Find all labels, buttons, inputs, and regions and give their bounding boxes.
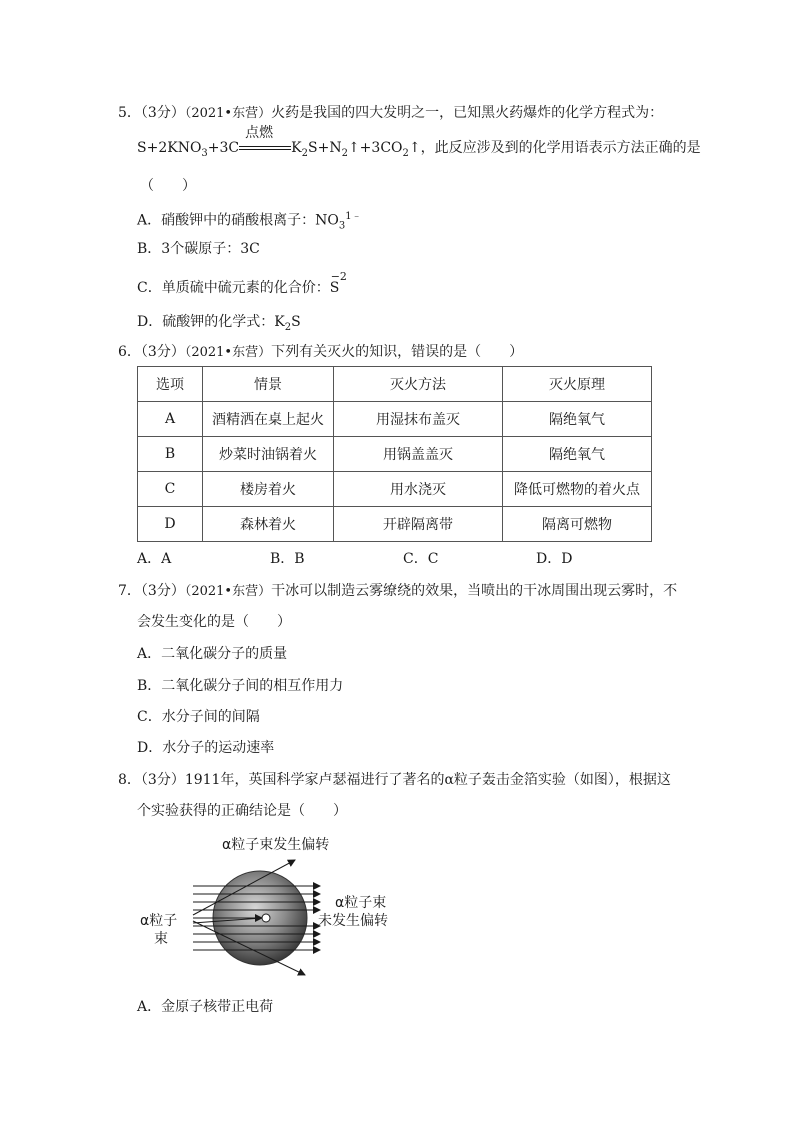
q5-option-c[interactable]: C．单质硫中硫元素的化合价： −2 S: [137, 270, 347, 296]
table-cell: 炒菜时油锅着火: [203, 437, 334, 472]
figure-label-undeflected-2: 未发生偏转: [318, 913, 388, 929]
q7-text: 干冰可以制造云雾缭绕的效果，当喷出的干冰周围出现云雾时，不: [271, 583, 678, 599]
figure-label-undeflected-1: α粒子束: [335, 895, 387, 911]
q7-option-c[interactable]: C．水分子间的间隔: [137, 709, 260, 725]
q7-number: 7．（3分）: [118, 583, 185, 599]
q5-option-a[interactable]: A．硝酸钾中的硝酸根离子：$NO_3^{1﹣}$: [137, 211, 362, 232]
table-cell: 隔绝氧气: [503, 437, 652, 472]
table-cell: 隔绝氧气: [503, 402, 652, 437]
q6-option-c[interactable]: C．C: [403, 551, 439, 567]
q5-stem: [118, 103, 663, 124]
reaction-condition: 点燃: [245, 125, 274, 141]
q5-source: （2021•东营）: [184, 106, 272, 121]
table-cell: B: [138, 437, 203, 472]
q7-option-a[interactable]: A．二氧化碳分子的质量: [137, 646, 288, 662]
figure-label-beam-1: α粒子: [140, 913, 178, 929]
q5-equation: $S+2KNO_3+3C$ 点燃 $K_2S+N_2↑+3CO_2↑$，此反应涉及到的化学用语表示方法正确的是: [137, 125, 701, 159]
q8-stem-line2: 个实验获得的正确结论是（ ）: [137, 803, 347, 819]
rutherford-gold-foil-figure: [130, 830, 410, 990]
q7-stem-line1: [118, 581, 677, 602]
q5-answer-paren: （ ）: [140, 178, 196, 194]
q5-number: 5．（3分）: [118, 105, 185, 121]
table-cell: 降低可燃物的着火点: [503, 472, 652, 507]
q6-option-d[interactable]: D．D: [536, 551, 573, 567]
q6-stem: [118, 342, 523, 363]
table-cell: 楼房着火: [203, 472, 334, 507]
valence-notation: −2 S: [329, 270, 347, 296]
reaction-condition-arrow: [239, 125, 291, 158]
q8-option-a[interactable]: A．金原子核带正电荷: [137, 999, 274, 1015]
table-header: 灭火原理: [503, 367, 652, 402]
table-cell: 隔离可燃物: [503, 507, 652, 542]
table-row: [138, 437, 652, 472]
q6-options: [137, 549, 669, 569]
table-cell: 开辟隔离带: [334, 507, 503, 542]
table-header: 灭火方法: [334, 367, 503, 402]
table-header-row: [138, 367, 652, 402]
table-row: [138, 402, 652, 437]
table-cell: 酒精洒在桌上起火: [203, 402, 334, 437]
table-cell: 用锅盖盖灭: [334, 437, 503, 472]
q6-option-a[interactable]: A．A: [137, 551, 172, 567]
table-cell: D: [138, 507, 203, 542]
table-cell: 森林着火: [203, 507, 334, 542]
table-header: 选项: [138, 367, 203, 402]
figure-label-deflected: α粒子束发生偏转: [222, 837, 330, 853]
table-cell: 用水浇灭: [334, 472, 503, 507]
q5-option-b[interactable]: B．3个碳原子：3C: [137, 241, 260, 257]
q7-source: （2021•东营）: [184, 584, 272, 599]
table-header: 情景: [203, 367, 334, 402]
atomic-nucleus: [262, 914, 270, 922]
figure-label-beam-2: 束: [154, 931, 168, 947]
q5-text: 火药是我国的四大发明之一，已知黑火药爆炸的化学方程式为：: [271, 105, 664, 121]
table-cell: C: [138, 472, 203, 507]
q7-stem-line2: 会发生变化的是（ ）: [137, 614, 291, 630]
q6-number: 6．（3分）: [118, 344, 185, 360]
table-row: [138, 472, 652, 507]
table-cell: A: [138, 402, 203, 437]
q6-text: 下列有关灭火的知识，错误的是（ ）: [271, 344, 524, 360]
q6-option-b[interactable]: B．B: [270, 551, 305, 567]
fire-extinguishing-table: [137, 366, 652, 542]
q8-number: 8．（3分）: [118, 772, 185, 788]
q8-stem-line1: [118, 770, 671, 790]
q7-option-b[interactable]: B．二氧化碳分子间的相互作用力: [137, 678, 344, 694]
q8-text: 1911年，英国科学家卢瑟福进行了著名的α粒子轰击金箔实验（如图），根据这: [184, 772, 671, 788]
table-row: [138, 507, 652, 542]
q6-source: （2021•东营）: [184, 345, 272, 360]
q5-option-d[interactable]: D．硫酸钾的化学式：$K_2S$: [137, 314, 301, 333]
table-cell: 用湿抹布盖灭: [334, 402, 503, 437]
q7-option-d[interactable]: D．水分子的运动速率: [137, 740, 275, 756]
